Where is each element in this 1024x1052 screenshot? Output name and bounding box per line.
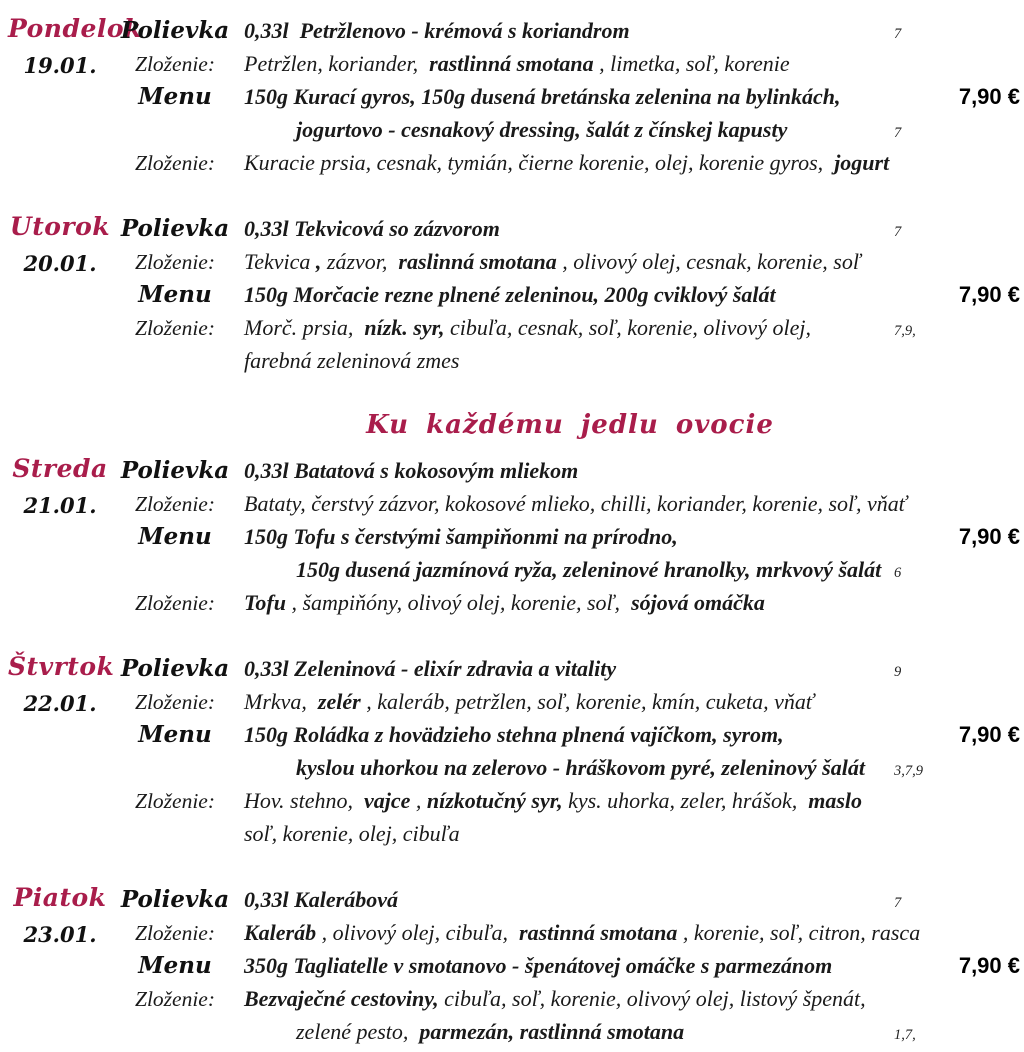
row-text bbox=[238, 916, 921, 949]
ingredients-label: Zloženie: bbox=[134, 987, 216, 1012]
text-segment: 150g Kurací gyros, 150g dusená bretánska zelenina na bylinkách, bbox=[244, 84, 841, 109]
ingredients-label: Zloženie: bbox=[134, 151, 216, 175]
course-label: Menu bbox=[138, 83, 212, 110]
menu-row bbox=[112, 14, 1020, 47]
day-name: Štvrtok bbox=[8, 652, 115, 682]
menu-row bbox=[112, 685, 1020, 718]
text-segment: , šampiňóny, olivoý olej, korenie, soľ, bbox=[285, 590, 632, 616]
text-segment: 0,33l Batatová s kokosovým mliekom bbox=[244, 458, 579, 484]
day-rows bbox=[112, 14, 1020, 179]
row-text bbox=[238, 1015, 894, 1048]
day-cell bbox=[8, 883, 112, 1048]
fruit-note: Ku každému jedlu ovocie bbox=[366, 410, 774, 440]
allergen-numbers: 7 bbox=[894, 224, 902, 240]
text-segment: rastinná smotana bbox=[519, 920, 678, 946]
ingredients-label: Zloženie: bbox=[134, 316, 216, 340]
text-segment: maslo bbox=[808, 788, 863, 814]
allergen-numbers: 9 bbox=[894, 664, 902, 681]
course-label: Menu bbox=[138, 281, 212, 308]
text-segment: 0,33l Kalerábová bbox=[244, 887, 398, 913]
day-date: 22.01. bbox=[23, 690, 97, 716]
menu-row bbox=[112, 652, 1020, 685]
text-segment: 0,33l Petržlenovo - krémová s koriandrom bbox=[244, 18, 630, 43]
row-text bbox=[238, 487, 907, 520]
day-name: Pondelok bbox=[8, 14, 142, 43]
text-segment: Petržlen, koriander, bbox=[244, 51, 430, 76]
menu-row bbox=[112, 344, 1020, 377]
text-segment: soľ, korenie, olej, cibuľa bbox=[244, 821, 460, 847]
price: 7,90 € bbox=[958, 282, 1020, 307]
text-segment: jogurt bbox=[834, 150, 890, 175]
text-segment: , korenie, soľ, citron, rasca bbox=[677, 920, 921, 946]
text-segment: rastlinná smotana bbox=[429, 51, 594, 76]
day-name: Piatok bbox=[13, 883, 107, 913]
row-text bbox=[238, 784, 894, 817]
ingredients-label: Zloženie: bbox=[134, 921, 216, 946]
text-segment: 0,33l Tekvicová so zázvorom bbox=[244, 216, 500, 241]
row-text bbox=[238, 47, 894, 80]
price: 7,90 € bbox=[958, 722, 1020, 748]
text-segment: sójová omáčka bbox=[631, 590, 765, 616]
day-date: 20.01. bbox=[23, 250, 97, 276]
menu-row bbox=[112, 916, 1020, 949]
menu-row bbox=[112, 883, 1020, 916]
allergen-numbers: 7 bbox=[894, 125, 902, 141]
text-segment: farebná zeleninová zmes bbox=[244, 348, 460, 373]
menu-row bbox=[112, 949, 1020, 982]
text-segment: 150g dusená jazmínová ryža, zeleninové hranolky, mrkvový šalát bbox=[296, 557, 882, 583]
course-label: Menu bbox=[138, 523, 212, 551]
course-label: Polievka bbox=[120, 457, 230, 485]
allergen-numbers: 1,7, bbox=[894, 1027, 916, 1044]
course-label: Polievka bbox=[120, 215, 230, 242]
text-segment: zelér bbox=[317, 689, 361, 715]
text-segment: cibuľa, soľ, korenie, olivový olej, listový špenát, bbox=[444, 986, 866, 1012]
text-segment: , olivový olej, cesnak, korenie, soľ bbox=[556, 249, 861, 274]
row-text bbox=[238, 652, 894, 685]
course-label: Menu bbox=[138, 952, 212, 980]
day-rows bbox=[112, 883, 1020, 1048]
menu-day-block bbox=[8, 212, 1020, 377]
menu-row bbox=[112, 454, 1020, 487]
allergen-numbers: 7 bbox=[894, 895, 902, 912]
day-date: 21.01. bbox=[23, 492, 97, 518]
text-segment: Tekvica bbox=[244, 249, 311, 274]
day-date: 19.01. bbox=[23, 52, 97, 78]
row-text bbox=[238, 751, 894, 784]
text-segment: raslinná smotana bbox=[398, 249, 557, 274]
menu-row bbox=[112, 487, 1020, 520]
text-segment: nízkotučný syr, bbox=[426, 788, 569, 814]
row-text bbox=[238, 982, 894, 1015]
row-text bbox=[238, 586, 894, 619]
text-segment: kys. uhorka, zeler, hrášok, bbox=[568, 788, 809, 814]
day-cell bbox=[8, 212, 112, 377]
menu-row bbox=[112, 784, 1020, 817]
ingredients-label: Zloženie: bbox=[134, 492, 216, 517]
price: 7,90 € bbox=[958, 524, 1020, 550]
menu-day-block bbox=[8, 14, 1020, 179]
text-segment: 0,33l Zeleninová - elixír zdravia a vitality bbox=[244, 656, 617, 682]
day-cell bbox=[8, 652, 115, 850]
text-segment: zázvor, bbox=[326, 249, 399, 274]
row-text bbox=[238, 883, 894, 916]
price: 7,90 € bbox=[958, 953, 1020, 979]
day-cell bbox=[8, 454, 112, 619]
course-label: Polievka bbox=[120, 655, 230, 683]
row-text bbox=[238, 146, 894, 179]
row-text bbox=[238, 685, 894, 718]
row-text bbox=[238, 817, 894, 850]
menu-row bbox=[112, 1015, 1020, 1048]
text-segment: nízk. syr, bbox=[364, 315, 450, 340]
row-text bbox=[238, 553, 894, 586]
course-label: Polievka bbox=[120, 886, 230, 914]
menu-day-block bbox=[8, 652, 1020, 850]
text-segment: 150g Tofu s čerstvými šampiňonmi na prírodno, bbox=[244, 524, 678, 550]
menu-row bbox=[112, 751, 1020, 784]
course-label: Menu bbox=[138, 721, 212, 749]
allergen-numbers: 3,7,9 bbox=[894, 763, 923, 780]
ingredients-label: Zloženie: bbox=[134, 52, 216, 76]
text-segment: Tofu bbox=[244, 590, 286, 616]
row-text bbox=[238, 278, 894, 311]
text-segment: parmezán, rastlinná smotana bbox=[419, 1019, 685, 1045]
text-segment: 350g Tagliatelle v smotanovo - špenátovej omáčke s parmezánom bbox=[244, 953, 833, 979]
day-rows bbox=[112, 652, 1020, 850]
text-segment: , bbox=[410, 788, 427, 814]
day-date: 23.01. bbox=[23, 921, 97, 947]
row-text bbox=[238, 311, 894, 344]
text-segment: 150g Roládka z hovädzieho stehna plnená vajíčkom, syrom, bbox=[244, 722, 784, 748]
text-segment: Bataty, čerstvý zázvor, kokosové mlieko, chilli, koriander, korenie, soľ, vňať bbox=[244, 491, 907, 517]
text-segment: 150g Morčacie rezne plnené zeleninou, 200g cviklový šalát bbox=[244, 282, 776, 307]
row-text bbox=[238, 245, 894, 278]
menu-row bbox=[112, 80, 1020, 113]
menu-row bbox=[112, 146, 1020, 179]
text-segment: Mrkva, bbox=[244, 689, 318, 715]
row-text bbox=[238, 718, 894, 751]
menu-row bbox=[112, 278, 1020, 311]
ingredients-label: Zloženie: bbox=[134, 690, 216, 715]
menu-row bbox=[112, 47, 1020, 80]
row-text bbox=[238, 344, 894, 377]
text-segment: Kaleráb bbox=[244, 920, 317, 946]
menu-row bbox=[112, 553, 1020, 586]
menu-row bbox=[112, 586, 1020, 619]
ingredients-label: Zloženie: bbox=[134, 789, 216, 814]
text-segment: jogurtovo - cesnakový dressing, šalát z čínskej kapusty bbox=[296, 117, 788, 142]
day-rows bbox=[112, 454, 1020, 619]
text-segment: vajce bbox=[363, 788, 411, 814]
text-segment: , bbox=[310, 249, 327, 274]
menu-row bbox=[112, 718, 1020, 751]
text-segment: Bezvaječné cestoviny, bbox=[244, 986, 445, 1012]
row-text bbox=[238, 14, 894, 47]
text-segment: , kaleráb, petržlen, soľ, korenie, kmín, cuketa, vňať bbox=[360, 689, 814, 715]
text-segment: cibuľa, cesnak, soľ, korenie, olivový olej, bbox=[449, 315, 811, 340]
menu-row bbox=[112, 982, 1020, 1015]
allergen-numbers: 7,9, bbox=[894, 323, 916, 339]
text-segment: kyslou uhorkou na zelerovo - hráškovom pyré, zeleninový šalát bbox=[296, 755, 865, 781]
menu-row bbox=[112, 212, 1020, 245]
text-segment: zelené pesto, bbox=[296, 1019, 420, 1045]
day-rows bbox=[112, 212, 1020, 377]
menu-row bbox=[112, 520, 1020, 553]
ingredients-label: Zloženie: bbox=[134, 250, 216, 274]
text-segment: , olivový olej, cibuľa, bbox=[316, 920, 520, 946]
menu-day-block bbox=[8, 883, 1020, 1048]
allergen-numbers: 7 bbox=[894, 26, 902, 42]
menu-day-block bbox=[8, 454, 1020, 619]
row-text bbox=[238, 454, 894, 487]
ingredients-label: Zloženie: bbox=[134, 591, 216, 616]
day-cell bbox=[8, 14, 142, 179]
allergen-numbers: 6 bbox=[894, 565, 902, 582]
menu-row bbox=[112, 245, 1020, 278]
price: 7,90 € bbox=[958, 84, 1020, 109]
text-segment: Kuracie prsia, cesnak, tymián, čierne korenie, olej, korenie gyros, bbox=[244, 150, 835, 175]
row-text bbox=[238, 949, 894, 982]
course-label: Polievka bbox=[120, 17, 230, 44]
text-segment: Hov. stehno, bbox=[244, 788, 364, 814]
row-text bbox=[238, 212, 894, 245]
row-text bbox=[238, 520, 894, 553]
day-name: Utorok bbox=[9, 212, 111, 241]
row-text bbox=[238, 113, 894, 146]
menu-row bbox=[112, 311, 1020, 344]
row-text bbox=[238, 80, 894, 113]
menu-row bbox=[112, 113, 1020, 146]
menu-row bbox=[112, 817, 1020, 850]
day-name: Streda bbox=[12, 454, 108, 484]
text-segment: , limetka, soľ, korenie bbox=[593, 51, 790, 76]
text-segment: Morč. prsia, bbox=[244, 315, 365, 340]
